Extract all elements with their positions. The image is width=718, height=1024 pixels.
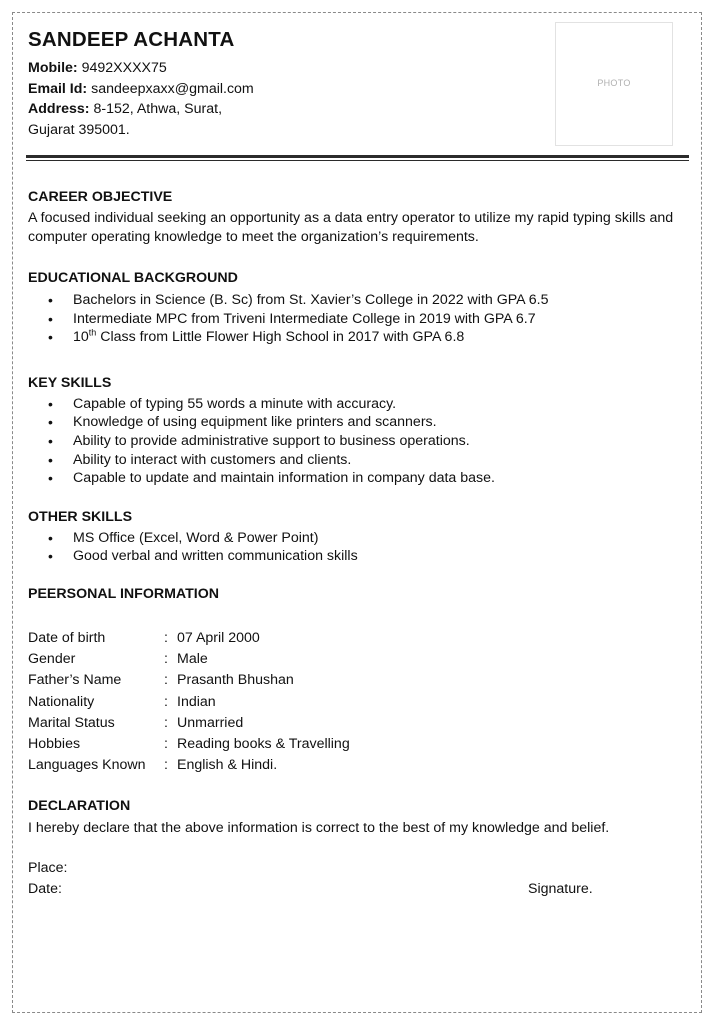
table-row <box>28 734 692 755</box>
date-label: Date: <box>28 881 62 898</box>
address-value-line1: 8-152, Athwa, Surat, <box>93 101 223 117</box>
pi-label: Marital Status <box>28 714 115 731</box>
list-item <box>28 328 692 347</box>
career-objective-text: A focused individual seeking an opportunity as a data entry operator to utilize my rapid typing skills and computer operating knowledge to meet the organization’s requirements. <box>28 210 674 245</box>
section-title-other-skills: OTHER SKILLS <box>28 508 133 525</box>
declaration-text: I hereby declare that the above information is correct to the best of my knowledge and belief. <box>28 820 610 837</box>
section-title-declaration: DECLARATION <box>28 798 131 815</box>
place-row <box>28 858 692 879</box>
pi-colon: : <box>164 735 168 752</box>
email-line <box>28 79 548 100</box>
class-number: 10 <box>73 329 89 346</box>
address-label: Address: <box>28 101 90 117</box>
date-row <box>28 879 692 900</box>
section-title-career: CAREER OBJECTIVE <box>28 189 173 205</box>
other-skills-list <box>28 529 692 566</box>
ordinal-suffix: th <box>88 327 97 338</box>
resume-header <box>28 28 548 140</box>
header-divider-thick <box>26 155 689 158</box>
pi-label: Gender <box>28 651 76 668</box>
signature-block <box>28 858 692 900</box>
list-item: • Ability to provide administrative support to business operations. <box>28 432 692 451</box>
pi-colon: : <box>164 693 168 710</box>
personal-info-table <box>28 628 692 776</box>
list-item: • MS Office (Excel, Word & Power Point) <box>28 529 692 548</box>
candidate-name: SANDEEP ACHANTA <box>28 28 235 51</box>
list-item: • Bachelors in Science (B. Sc) from St. Xavier’s College in 2022 with GPA 6.5 <box>28 291 692 310</box>
pi-label: Nationality <box>28 693 95 710</box>
photo-label: PHOTO <box>597 78 631 88</box>
photo-placeholder <box>555 22 673 146</box>
pi-value: 07 April 2000 <box>177 629 260 646</box>
list-item: • Intermediate MPC from Triveni Intermediate College in 2019 with GPA 6.7 <box>28 310 692 329</box>
pi-value: Prasanth Bhushan <box>177 672 294 689</box>
table-row <box>28 649 692 670</box>
pi-colon: : <box>164 714 168 731</box>
pi-colon: : <box>164 757 168 774</box>
pi-value: Male <box>177 651 208 668</box>
mobile-value: 9492XXXX75 <box>81 60 167 76</box>
email-value: sandeepxaxx@gmail.com <box>91 80 254 97</box>
section-title-personal: PEERSONAL INFORMATION <box>28 585 220 602</box>
table-row <box>28 713 692 734</box>
pi-label: Languages Known <box>28 757 146 774</box>
table-row <box>28 628 692 649</box>
pi-label: Hobbies <box>28 735 81 752</box>
list-item: • Good verbal and written communication skills <box>28 547 692 566</box>
pi-label: Father’s Name <box>28 672 122 689</box>
table-row <box>28 692 692 713</box>
address-value-line2: Gujarat 395001. <box>28 121 130 138</box>
pi-colon: : <box>164 672 168 689</box>
table-row <box>28 670 692 691</box>
class-detail: Class from Little Flower High School in 2017 with GPA 6.8 <box>96 329 465 346</box>
list-item: • Capable of typing 55 words a minute with accuracy. <box>28 395 692 414</box>
header-divider-thin <box>26 160 689 161</box>
email-label: Email Id: <box>28 80 88 97</box>
table-row <box>28 755 692 776</box>
pi-label: Date of birth <box>28 629 106 646</box>
address-line <box>28 99 548 120</box>
pi-colon: : <box>164 651 168 668</box>
list-item: • Knowledge of using equipment like printers and scanners. <box>28 413 692 432</box>
signature-label: Signature. <box>528 881 593 898</box>
section-title-education: EDUCATIONAL BACKGROUND <box>28 270 238 286</box>
resume-body <box>28 188 692 900</box>
pi-value: English & Hindi. <box>177 757 278 774</box>
mobile-line <box>28 58 548 79</box>
place-label: Place: <box>28 860 68 877</box>
pi-value: Reading books & Travelling <box>177 735 350 752</box>
pi-colon: : <box>164 629 168 646</box>
section-title-key-skills: KEY SKILLS <box>28 374 112 391</box>
pi-value: Unmarried <box>177 714 244 731</box>
key-skills-list <box>28 395 692 488</box>
list-item: • Ability to interact with customers and clients. <box>28 451 692 470</box>
pi-value: Indian <box>177 693 216 710</box>
list-item: • Capable to update and maintain information in company data base. <box>28 469 692 488</box>
mobile-label: Mobile: <box>28 60 78 76</box>
education-list <box>28 291 692 347</box>
